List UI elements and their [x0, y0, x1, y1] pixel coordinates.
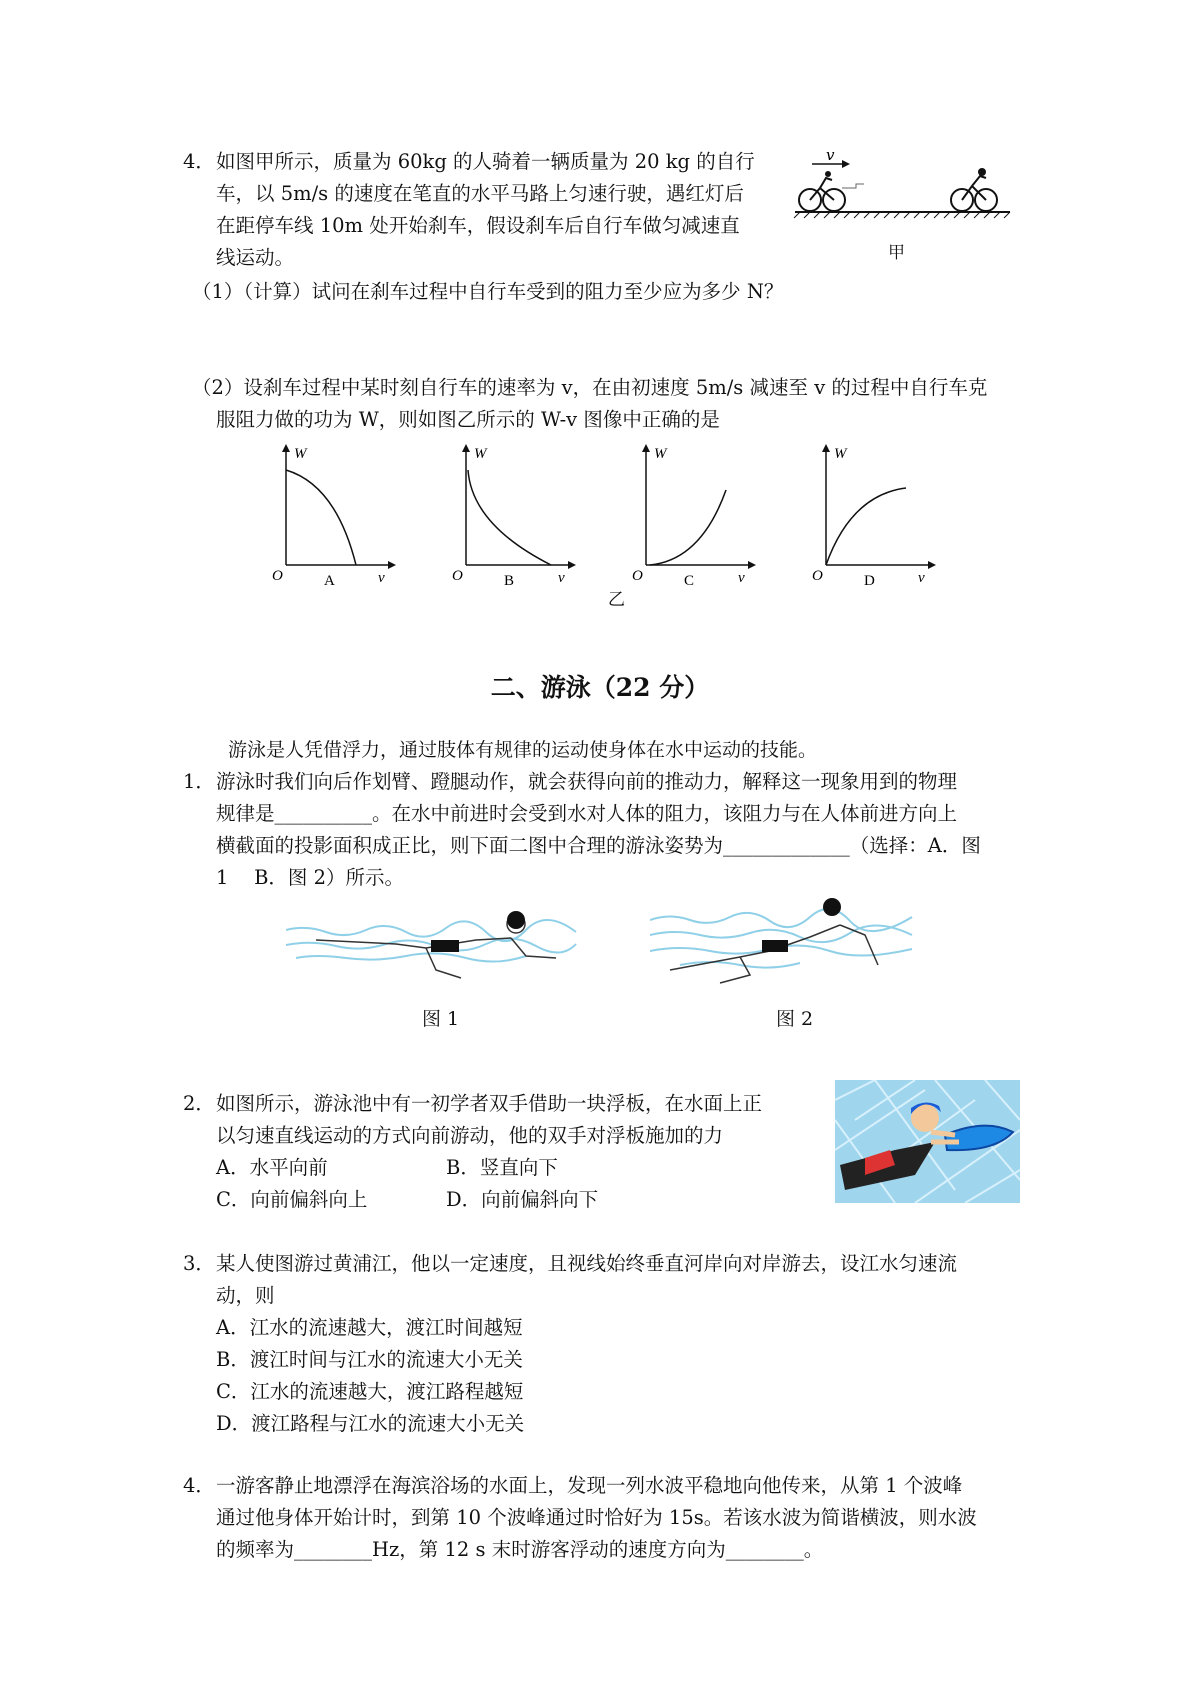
question-number: 2． — [183, 1092, 215, 1115]
question-text-line: 一游客静止地漂浮在海滨浴场的水面上，发现一列水波平稳地向他传来，从第 1 个波峰 — [216, 1474, 963, 1497]
axis-x-label: v — [738, 570, 745, 586]
option-a: A．江水的流速越大，渡江时间越短 — [216, 1316, 523, 1339]
question-number: 4． — [183, 1474, 215, 1497]
question-text-line: 如图所示，游泳池中有一初学者双手借助一块浮板，在水面上正 — [216, 1092, 763, 1115]
question-text-line: 横截面的投影面积成正比，则下面二图中合理的游泳姿势为_____________（选择：A．图 — [216, 834, 981, 857]
option-a: A．水平向前 — [216, 1156, 328, 1179]
question-text-line: 的频率为________Hz，第 12 s 末时游客浮动的速度方向为________。 — [216, 1538, 824, 1561]
wv-graph-d — [806, 440, 936, 590]
axis-x-label: v — [918, 570, 925, 586]
question-text-line: 通过他身体开始计时，到第 10 个波峰通过时恰好为 15s。若该水波为简谐横波，则水波 — [216, 1506, 977, 1529]
question-number: 4． — [183, 150, 215, 173]
question-text-line: 线运动。 — [216, 246, 295, 269]
question-text-line: 车，以 5m/s 的速度在笔直的水平马路上匀速行驶，遇红灯后 — [216, 182, 744, 205]
question-text-line: 某人使图游过黄浦江，他以一定速度，且视线始终垂直河岸向对岸游去，设江水匀速流 — [216, 1252, 958, 1275]
origin-label: O — [812, 568, 823, 584]
section-intro: 游泳是人凭借浮力，通过肢体有规律的运动使身体在水中运动的技能。 — [228, 739, 818, 761]
figure-jia-caption: 甲 — [888, 243, 905, 262]
origin-label: O — [452, 568, 463, 584]
sub-question-2-line: 服阻力做的功为 W，则如图乙所示的 W-v 图像中正确的是 — [216, 408, 720, 431]
option-b: B．渡江时间与江水的流速大小无关 — [216, 1348, 523, 1371]
question-text-line: 1 B．图 2）所示。 — [216, 866, 405, 889]
sub-question-2-line: （2）设刹车过程中某时刻自行车的速率为 v，在由初速度 5m/s 减速至 v 的过程中自行车克 — [192, 376, 988, 399]
graph-option-label: B — [504, 573, 515, 589]
option-c: C．江水的流速越大，渡江路程越短 — [216, 1380, 524, 1403]
question-number: 3． — [183, 1252, 215, 1275]
axis-y-label: W — [294, 446, 307, 462]
graph-option-label: D — [864, 573, 875, 589]
question-number: 1． — [183, 770, 215, 793]
option-d: D．向前偏斜向下 — [446, 1188, 599, 1211]
wv-graph-a — [266, 440, 396, 590]
origin-label: O — [272, 568, 283, 584]
question-text-line: 动，则 — [216, 1284, 275, 1307]
question-text-line: 如图甲所示，质量为 60kg 的人骑着一辆质量为 20 kg 的自行 — [216, 150, 755, 173]
figure-yi-caption: 乙 — [608, 590, 625, 609]
option-d: D．渡江路程与江水的流速大小无关 — [216, 1412, 525, 1435]
axis-y-label: W — [654, 446, 667, 462]
kickboard-swimmer-image — [835, 1080, 1020, 1203]
origin-label: O — [632, 568, 643, 584]
velocity-label: v — [826, 150, 835, 164]
question-text-line: 在距停车线 10m 处开始刹车，假设刹车后自行车做匀减速直 — [216, 214, 740, 237]
axis-x-label: v — [558, 570, 565, 586]
question-text-line: 以匀速直线运动的方式向前游动，他的双手对浮板施加的力 — [216, 1124, 724, 1147]
wv-graph-c — [626, 440, 756, 590]
axis-y-label: W — [834, 446, 847, 462]
question-text-line: 游泳时我们向后作划臂、蹬腿动作，就会获得向前的推动力，解释这一现象用到的物理 — [216, 770, 958, 793]
graph-option-label: C — [684, 573, 695, 589]
axis-x-label: v — [378, 570, 385, 586]
figure-jia — [790, 150, 1020, 260]
figure-2-caption: 图 2 — [776, 1008, 814, 1030]
section-title: 二、游泳（22 分） — [490, 673, 710, 702]
option-c: C．向前偏斜向上 — [216, 1188, 368, 1211]
figure-1-caption: 图 1 — [422, 1008, 460, 1030]
graph-option-label: A — [324, 573, 335, 589]
swim-figure-1 — [286, 900, 586, 980]
sub-question-1: （1）（计算）试问在刹车过程中自行车受到的阻力至少应为多少 N？ — [192, 280, 784, 303]
option-b: B．竖直向下 — [446, 1156, 558, 1179]
bicycle-road-illustration — [790, 150, 1020, 260]
axis-y-label: W — [474, 446, 487, 462]
question-text-line: 规律是__________。在水中前进时会受到水对人体的阻力，该阻力与在人体前进方向上 — [216, 802, 958, 825]
swim-figure-2 — [650, 895, 915, 985]
wv-graph-b — [446, 440, 576, 590]
